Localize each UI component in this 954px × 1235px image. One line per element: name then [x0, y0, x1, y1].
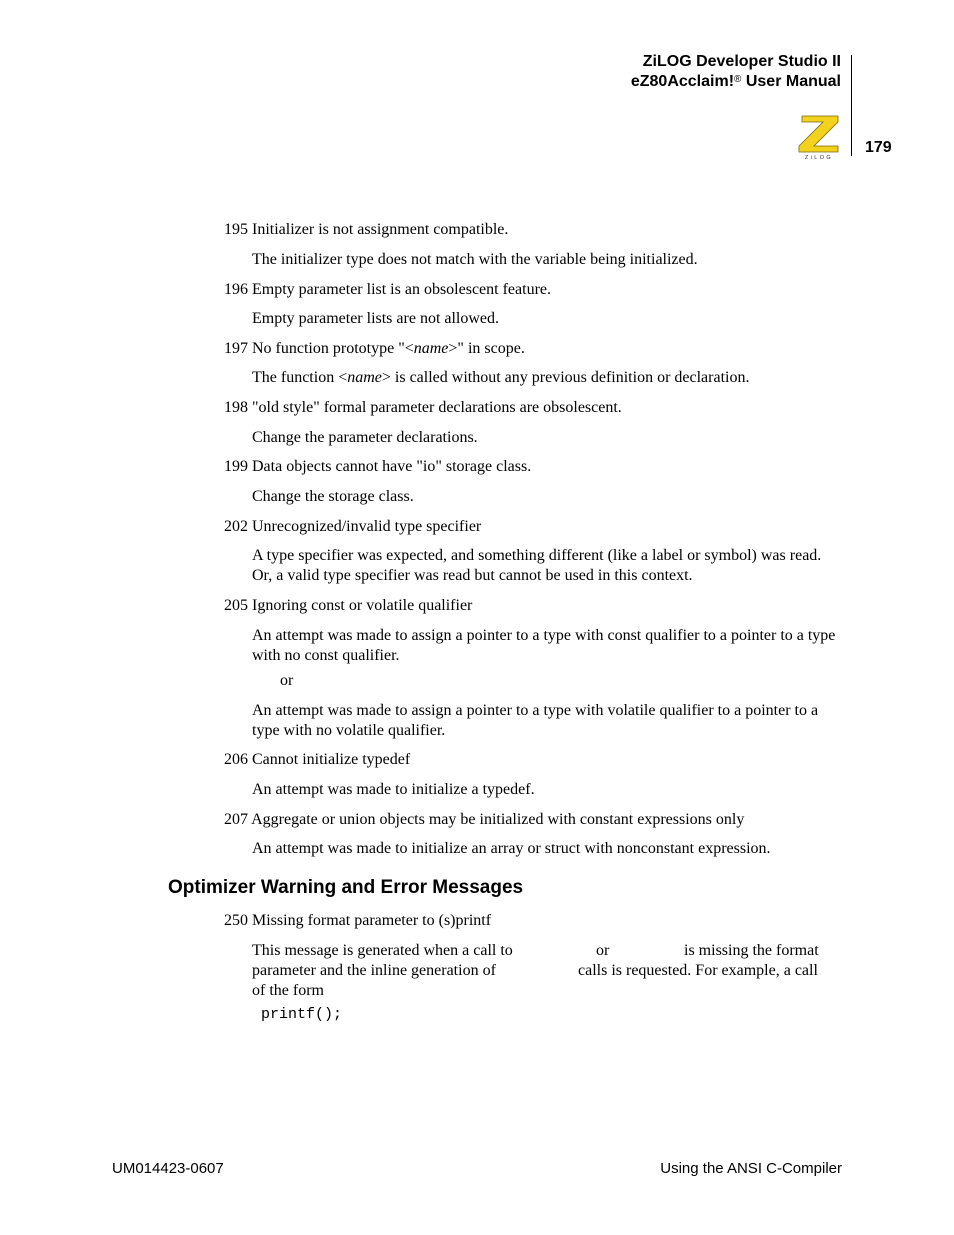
message-250-line3: of the form: [252, 982, 324, 999]
footer-chapter: Using the ANSI C-Compiler: [660, 1160, 842, 1177]
logo-wordmark: ZiLOG: [804, 155, 834, 160]
message-195-title: 195 Initializer is not assignment compatible.: [224, 221, 509, 238]
message-202-title: 202 Unrecognized/invalid type specifier: [224, 518, 482, 535]
code-example: printf();: [261, 1006, 343, 1023]
zilog-logo-icon: [796, 114, 842, 160]
message-196-title: 196 Empty parameter list is an obsolescent feature.: [224, 281, 552, 298]
message-196-desc: Empty parameter lists are not allowed.: [252, 310, 500, 327]
message-250-line1b: or: [596, 942, 610, 959]
footer-doc-id: UM014423-0607: [112, 1160, 224, 1177]
message-206-desc: An attempt was made to initialize a typedef.: [252, 781, 535, 798]
registered-mark: ®: [734, 74, 742, 85]
message-199-desc: Change the storage class.: [252, 488, 414, 505]
header-product: eZ80Acclaim!: [630, 73, 735, 90]
message-206-title: 206 Cannot initialize typedef: [224, 751, 411, 768]
message-197-desc: The function <name> is called without any previous definition or declaration.: [252, 369, 750, 386]
message-195-desc: The initializer type does not match with the variable being initialized.: [252, 251, 698, 268]
message-207-title: 207 Aggregate or union objects may be initialized with constant expressions only: [224, 811, 745, 828]
message-250-title: 250 Missing format parameter to (s)printf: [224, 912, 492, 929]
header-divider: [851, 55, 852, 156]
header-manual: User Manual: [741, 73, 841, 90]
message-205-or: or: [280, 672, 294, 689]
message-250-line1c: is missing the format: [684, 942, 819, 959]
message-250-line2b: calls is requested. For example, a call: [578, 962, 818, 979]
section-heading: Optimizer Warning and Error Messages: [168, 877, 524, 898]
message-205-title: 205 Ignoring const or volatile qualifier: [224, 597, 473, 614]
message-207-desc: An attempt was made to initialize an array or struct with nonconstant expression.: [252, 840, 771, 857]
message-205-desc: An attempt was made to assign a pointer to a type with const qualifier to a pointer to a type with no const qualifier.: [252, 627, 836, 664]
message-199-title: 199 Data objects cannot have "io" storage class.: [224, 458, 532, 475]
message-197-title: 197 No function prototype "<name>" in scope.: [224, 340, 525, 357]
message-250-line1a: This message is generated when a call to: [252, 942, 513, 959]
message-250-line2a: parameter and the inline generation of: [252, 962, 496, 979]
header-subtitle: [631, 72, 841, 92]
message-198-desc: Change the parameter declarations.: [252, 429, 478, 446]
message-205-desc2: An attempt was made to assign a pointer to a type with volatile qualifier to a pointer to a type with no volatile qualifier.: [252, 702, 819, 739]
message-198-title: 198 "old style" formal parameter declarations are obsolescent.: [224, 399, 622, 416]
page-number: 179: [865, 139, 892, 156]
header-title: ZiLOG Developer Studio II: [642, 53, 841, 70]
message-202-desc: A type specifier was expected, and something different (like a label or symbol) was read. Or, a valid type specifier was read but cannot be used in this context.: [252, 547, 822, 584]
